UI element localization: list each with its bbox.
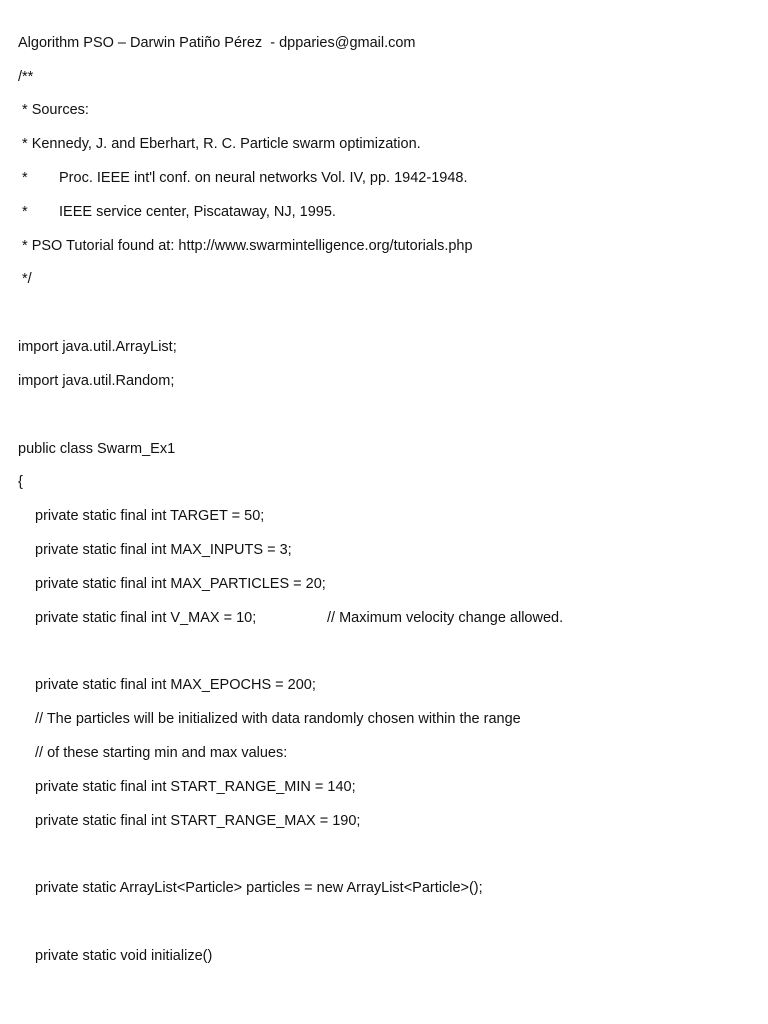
sources-label: * Sources:: [18, 102, 89, 118]
const-max-epochs: private static final int MAX_EPOCHS = 200;: [35, 677, 316, 693]
source-detail-1: Proc. IEEE int'l conf. on neural networks Vol. IV, pp. 1942-1948.: [59, 170, 468, 186]
document-header: Algorithm PSO – Darwin Patiño Pérez - dpparies@gmail.com: [18, 35, 416, 51]
class-declaration: public class Swarm_Ex1: [18, 441, 176, 457]
v-max-comment: // Maximum velocity change allowed.: [327, 610, 564, 626]
source-line-1: * Kennedy, J. and Eberhart, R. C. Particle swarm optimization.: [18, 136, 421, 152]
particles-list-decl: private static ArrayList<Particle> particles = new ArrayList<Particle>();: [35, 880, 483, 896]
comment-close: */: [18, 271, 32, 287]
comment-particles-2: // of these starting min and max values:: [35, 745, 288, 761]
source-detail-2: IEEE service center, Piscataway, NJ, 1995.: [59, 204, 336, 220]
tutorial-line: * PSO Tutorial found at: http://www.swarmintelligence.org/tutorials.php: [18, 238, 473, 254]
initialize-method-decl: private static void initialize(): [35, 948, 213, 964]
comment-open: /**: [18, 69, 34, 85]
import-arraylist: import java.util.ArrayList;: [18, 339, 177, 355]
const-start-range-max: private static final int START_RANGE_MAX = 190;: [35, 813, 361, 829]
source-bullet-1: *: [18, 170, 28, 186]
open-brace: {: [18, 474, 23, 490]
source-bullet-2: *: [18, 204, 28, 220]
const-target: private static final int TARGET = 50;: [35, 508, 265, 524]
const-start-range-min: private static final int START_RANGE_MIN = 140;: [35, 779, 356, 795]
const-max-particles: private static final int MAX_PARTICLES = 20;: [35, 576, 326, 592]
const-v-max: private static final int V_MAX = 10;: [35, 610, 257, 626]
const-max-inputs: private static final int MAX_INPUTS = 3;: [35, 542, 292, 558]
comment-particles-1: // The particles will be initialized with data randomly chosen within the range: [35, 711, 521, 727]
import-random: import java.util.Random;: [18, 373, 175, 389]
